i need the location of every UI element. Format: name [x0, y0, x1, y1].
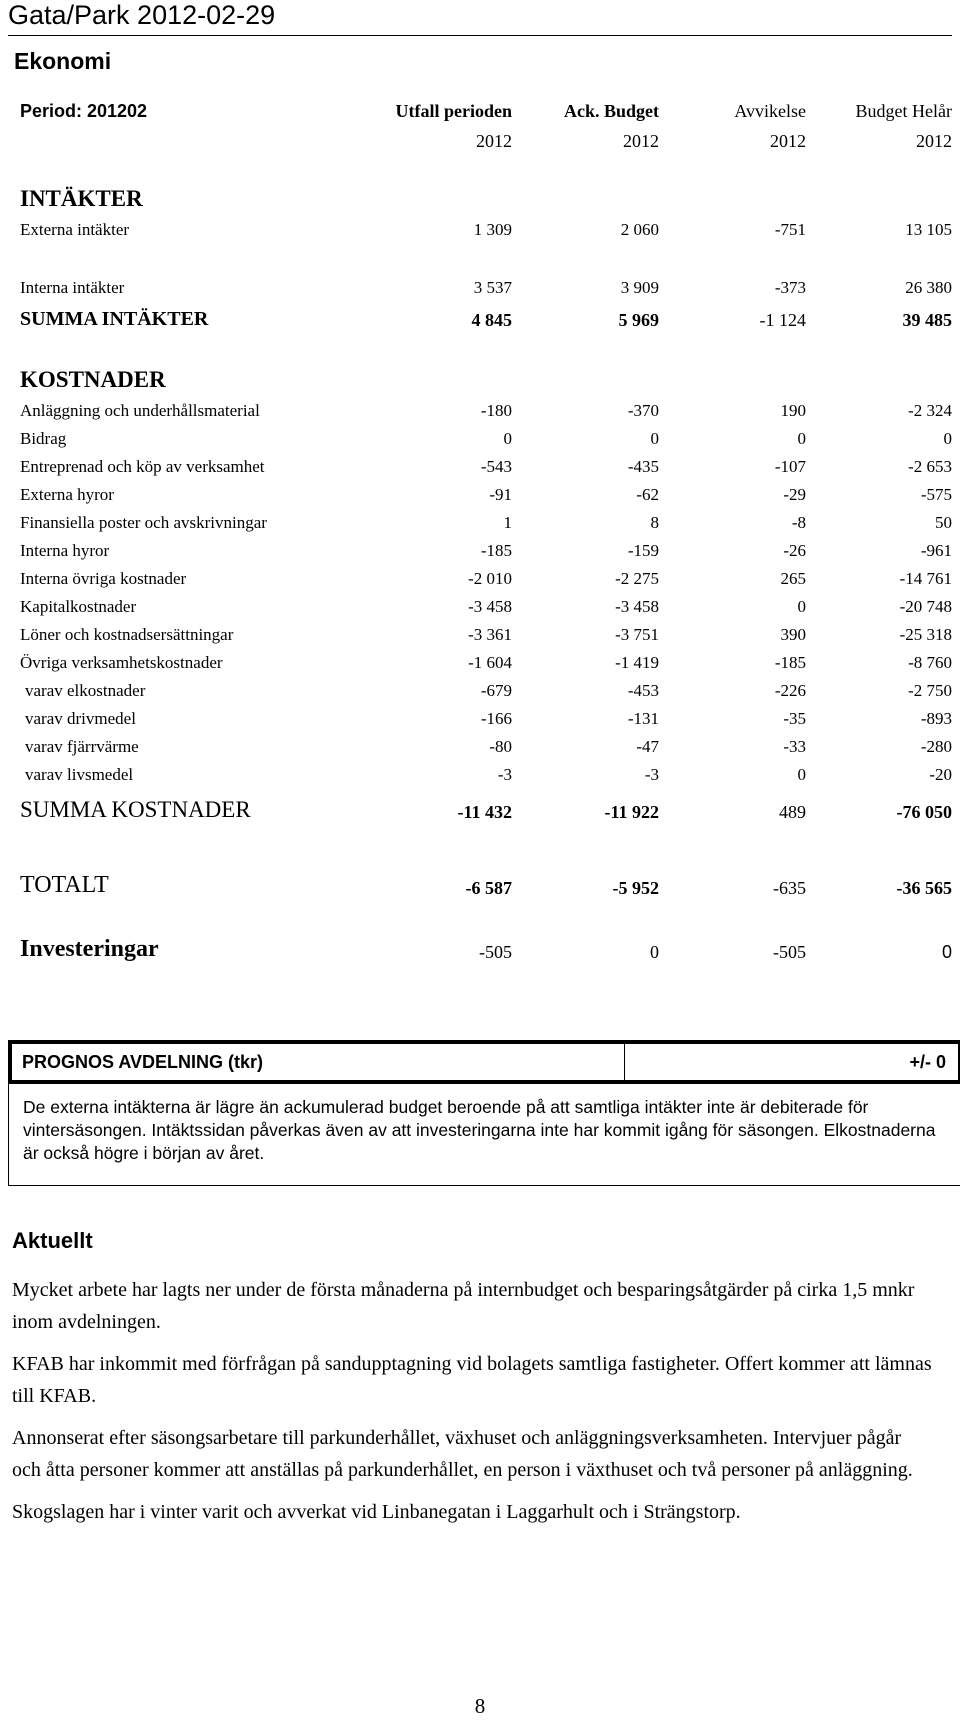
summa-intakter-row — [20, 298, 952, 331]
cell-value: -226 — [774, 681, 806, 700]
cell-value: 0 — [797, 765, 806, 784]
table-row — [20, 645, 952, 673]
cell-value: -25 318 — [899, 625, 952, 644]
cell-value: -2 010 — [468, 569, 512, 588]
row-label: Finansiella poster och avskrivningar — [20, 513, 267, 532]
paragraph: Mycket arbete har lagts ner under de första månaderna på internbudget och besparingsåtgärder på cirka 1,5 mnkr inom avdelningen. — [12, 1279, 915, 1333]
cell-value: -961 — [920, 541, 952, 560]
cell-value: -1 419 — [615, 653, 659, 672]
cell-value: -453 — [627, 681, 659, 700]
cell-value: -679 — [480, 681, 512, 700]
cell-value: 0 — [797, 597, 806, 616]
cell-value: -14 761 — [899, 569, 952, 588]
table-header-row-2 — [20, 126, 952, 156]
cell-value: -47 — [636, 737, 659, 756]
document-title: Gata/Park 2012-02-29 — [8, 0, 276, 30]
col-header-avvikelse: Avvikelse — [734, 101, 806, 121]
cell-value: -107 — [774, 457, 806, 476]
cell-value: -751 — [774, 220, 806, 239]
cell-value: 0 — [941, 942, 952, 962]
row-label: Kapitalkostnader — [20, 597, 137, 616]
cell-value: -33 — [783, 737, 806, 756]
cell-value: -80 — [489, 737, 512, 756]
cell-value: -2 653 — [908, 457, 952, 476]
table-row — [20, 561, 952, 589]
period-label: Period: 201202 — [20, 101, 148, 121]
investeringar-label: Investeringar — [20, 936, 159, 962]
table-row — [20, 589, 952, 617]
cell-value: -505 — [773, 942, 806, 962]
cell-value: -131 — [627, 709, 659, 728]
cell-value: 4 845 — [471, 310, 512, 330]
cell-value: -435 — [627, 457, 659, 476]
prognos-value: +/- 0 — [909, 1052, 946, 1072]
cell-value: -2 324 — [908, 401, 952, 420]
row-label: Övriga verksamhetskostnader — [20, 653, 223, 672]
row-label: Löner och kostnadsersättningar — [20, 625, 234, 644]
cell-value: 190 — [780, 401, 806, 420]
cell-value: -3 — [497, 765, 512, 784]
cell-value: -185 — [774, 653, 806, 672]
prognos-note — [8, 1084, 960, 1186]
cell-value: 0 — [650, 429, 659, 448]
cell-value: -20 748 — [899, 597, 952, 616]
cell-value: 0 — [797, 429, 806, 448]
cell-value: 26 380 — [905, 278, 952, 297]
aktuellt-body — [12, 1274, 932, 1538]
col-year-avvikelse: 2012 — [770, 131, 806, 151]
row-label: Externa intäkter — [20, 220, 130, 239]
cell-value: -505 — [479, 942, 512, 962]
table-header-row-1 — [20, 96, 952, 126]
cell-value: 50 — [935, 513, 952, 532]
table-row — [20, 701, 952, 729]
cell-value: -159 — [627, 541, 659, 560]
cell-value: 1 309 — [473, 220, 512, 239]
row-label: Interna hyror — [20, 541, 110, 560]
table-row — [20, 505, 952, 533]
totalt-label: TOTALT — [20, 872, 109, 898]
cell-value: -8 760 — [908, 653, 952, 672]
page-number: 8 — [474, 1694, 486, 1718]
cell-value: -8 — [791, 513, 806, 532]
table-row — [20, 729, 952, 757]
cell-value: 489 — [779, 802, 806, 822]
cell-value: -26 — [783, 541, 806, 560]
table-row — [20, 673, 952, 701]
row-label: Bidrag — [20, 429, 67, 448]
cell-value: -62 — [636, 485, 659, 504]
row-label: varav drivmedel — [25, 709, 136, 728]
cell-value: -91 — [489, 485, 512, 504]
aktuellt-heading: Aktuellt — [12, 1228, 93, 1253]
cell-value: 3 909 — [620, 278, 659, 297]
cell-value: 5 969 — [618, 310, 659, 330]
cell-value: -280 — [920, 737, 952, 756]
cell-value: 2 060 — [620, 220, 659, 239]
prognos-label: PROGNOS AVDELNING (tkr) — [12, 1044, 625, 1080]
prognos-note-text: De externa intäkterna är lägre än ackumulerad budget beroende på att samtliga intäkter inte är debiterade för vintersäsongen. Intäktssidan påverkas även av att investeringarna inte har kommit igång för säsongen. Elkostnaderna är också högre i början av året. — [23, 1097, 936, 1163]
row-label: Entreprenad och köp av verksamhet — [20, 457, 265, 476]
cell-value: -29 — [783, 485, 806, 504]
cell-value: -3 458 — [615, 597, 659, 616]
col-year-ack-budget: 2012 — [623, 131, 659, 151]
cell-value: -635 — [773, 878, 806, 898]
cell-value: -76 050 — [896, 802, 952, 822]
cell-value: 1 — [503, 513, 512, 532]
summa-kostnader-row — [20, 785, 952, 823]
cell-value: -3 458 — [468, 597, 512, 616]
col-header-budget-helar: Budget Helår — [855, 101, 952, 121]
row-label: Interna intäkter — [20, 278, 125, 297]
intakter-heading: INTÄKTER — [20, 186, 143, 211]
cell-value: -893 — [920, 709, 952, 728]
cell-value: 0 — [503, 429, 512, 448]
row-label: varav elkostnader — [25, 681, 146, 700]
summa-intakter-label: SUMMA INTÄKTER — [20, 308, 209, 330]
table-row — [20, 533, 952, 561]
group-heading-intakter — [20, 156, 952, 212]
cell-value: -166 — [480, 709, 512, 728]
cell-value: -370 — [627, 401, 659, 420]
row-label: Externa hyror — [20, 485, 114, 504]
table-row — [20, 212, 952, 240]
paragraph: KFAB har inkommit med förfrågan på sandupptagning vid bolagets samtliga fastigheter. Offert kommer att lämnas till KFAB. — [12, 1353, 932, 1407]
prognos-box — [8, 1040, 960, 1084]
cell-value: -2 275 — [615, 569, 659, 588]
cell-value: -543 — [480, 457, 512, 476]
table-row — [20, 449, 952, 477]
table-row — [20, 421, 952, 449]
title-underline — [8, 35, 952, 36]
cell-value: 3 537 — [473, 278, 512, 297]
row-label: Interna övriga kostnader — [20, 569, 187, 588]
table-row — [20, 393, 952, 421]
cell-value: -3 361 — [468, 625, 512, 644]
cell-value: -575 — [920, 485, 952, 504]
paragraph: Skogslagen har i vinter varit och avverkat vid Linbanegatan i Laggarhult och i Strängstorp. — [12, 1501, 741, 1523]
cell-value: -36 565 — [896, 878, 952, 898]
kostnader-heading: KOSTNADER — [20, 367, 166, 392]
totalt-row — [20, 823, 952, 899]
col-header-ack-budget: Ack. Budget — [563, 101, 659, 121]
paragraph: Annonserat efter säsongsarbetare till parkunderhållet, växhuset och anläggningsverksamheten. Intervjuer pågår och åtta personer kommer att anställas på parkunderhållet, en person i växthuset och två personer på anläggning. — [12, 1427, 913, 1481]
cell-value: 8 — [650, 513, 659, 532]
cell-value: -1 604 — [468, 653, 512, 672]
cell-value: 0 — [650, 942, 659, 962]
cell-value: -3 — [644, 765, 659, 784]
table-row — [20, 757, 952, 785]
economy-table — [20, 96, 952, 963]
row-label: Anläggning och underhållsmaterial — [20, 401, 260, 420]
cell-value: -185 — [480, 541, 512, 560]
cell-value: -1 124 — [759, 310, 806, 330]
cell-value: -373 — [774, 278, 806, 297]
cell-value: -3 751 — [615, 625, 659, 644]
cell-value: 39 485 — [902, 310, 952, 330]
cell-value: -2 750 — [908, 681, 952, 700]
cell-value: -11 922 — [604, 802, 659, 822]
cell-value: 390 — [780, 625, 806, 644]
table-row — [20, 477, 952, 505]
col-year-budget-helar: 2012 — [916, 131, 952, 151]
table-row — [20, 617, 952, 645]
table-row — [20, 240, 952, 298]
cell-value: -35 — [783, 709, 806, 728]
investeringar-row — [20, 899, 952, 963]
cell-value: 13 105 — [905, 220, 952, 239]
section-heading-ekonomi: Ekonomi — [14, 48, 112, 74]
col-year-utfall: 2012 — [476, 131, 512, 151]
cell-value: 265 — [780, 569, 806, 588]
row-label: varav livsmedel — [25, 765, 134, 784]
cell-value: -5 952 — [612, 878, 659, 898]
cell-value: -11 432 — [457, 802, 512, 822]
summa-kostnader-label: SUMMA KOSTNADER — [20, 797, 251, 822]
cell-value: -20 — [929, 765, 952, 784]
cell-value: 0 — [943, 429, 952, 448]
cell-value: -180 — [480, 401, 512, 420]
cell-value: -6 587 — [465, 878, 512, 898]
col-header-utfall: Utfall perioden — [395, 101, 512, 121]
group-heading-kostnader — [20, 331, 952, 393]
row-label: varav fjärrvärme — [25, 737, 139, 756]
